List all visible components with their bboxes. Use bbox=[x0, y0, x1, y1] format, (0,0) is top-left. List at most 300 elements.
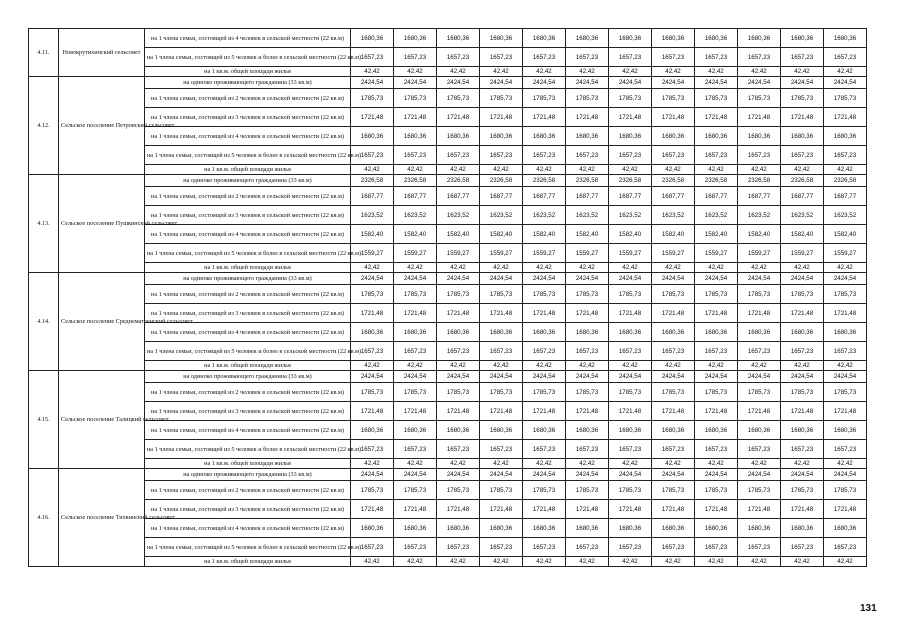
cost-value: 1785,73 bbox=[781, 481, 824, 500]
cost-value: 1785,73 bbox=[566, 285, 609, 304]
cost-value: 1657,23 bbox=[480, 146, 523, 165]
cost-value: 42,42 bbox=[566, 263, 609, 273]
cost-value: 2424,54 bbox=[824, 77, 867, 89]
cost-value: 1785,73 bbox=[394, 481, 437, 500]
cost-value: 1721,48 bbox=[351, 304, 394, 323]
cost-value: 1623,52 bbox=[394, 206, 437, 225]
norm-description: на 1 кв.м. общей площади жилья bbox=[145, 557, 351, 567]
cost-value: 1785,73 bbox=[566, 89, 609, 108]
table-row bbox=[29, 77, 867, 89]
cost-value: 1680,36 bbox=[695, 421, 738, 440]
section-index: 4.13. bbox=[29, 175, 59, 273]
norm-description: на 1 члена семьи, состоящей из 4 человек в сельской местности (22 кв.м) bbox=[145, 519, 351, 538]
cost-value: 42,42 bbox=[437, 459, 480, 469]
cost-value: 1680,36 bbox=[523, 323, 566, 342]
section-index: 4.16. bbox=[29, 469, 59, 567]
cost-value: 2326,58 bbox=[566, 175, 609, 187]
cost-value: 2424,54 bbox=[480, 469, 523, 481]
table-row bbox=[29, 323, 867, 342]
cost-value: 1785,73 bbox=[523, 89, 566, 108]
cost-value: 2424,54 bbox=[480, 371, 523, 383]
cost-value: 1680,36 bbox=[351, 323, 394, 342]
cost-value: 1657,23 bbox=[609, 48, 652, 67]
cost-value: 1680,36 bbox=[609, 323, 652, 342]
cost-value: 2424,54 bbox=[523, 77, 566, 89]
cost-value: 1721,48 bbox=[695, 402, 738, 421]
cost-value: 42,42 bbox=[523, 361, 566, 371]
cost-value: 2424,54 bbox=[437, 77, 480, 89]
table-row bbox=[29, 481, 867, 500]
cost-value: 1680,36 bbox=[437, 519, 480, 538]
cost-value: 1623,52 bbox=[437, 206, 480, 225]
cost-value: 1721,48 bbox=[566, 500, 609, 519]
cost-value: 1785,73 bbox=[351, 383, 394, 402]
cost-value: 2424,54 bbox=[523, 273, 566, 285]
cost-value: 1785,73 bbox=[566, 383, 609, 402]
cost-value: 2424,54 bbox=[781, 371, 824, 383]
cost-value: 1687,77 bbox=[781, 187, 824, 206]
cost-value: 2424,54 bbox=[351, 77, 394, 89]
table-row bbox=[29, 175, 867, 187]
cost-value: 42,42 bbox=[609, 67, 652, 77]
cost-value: 1687,77 bbox=[824, 187, 867, 206]
cost-value: 1785,73 bbox=[437, 481, 480, 500]
cost-value: 1559,27 bbox=[351, 244, 394, 263]
norm-description: на 1 кв.м. общей площади жилья bbox=[145, 361, 351, 371]
cost-value: 1721,48 bbox=[566, 304, 609, 323]
norm-description: на 1 члена семьи, состоящей из 5 человек и более в сельской местности (22 кв.м) bbox=[145, 538, 351, 557]
table-row bbox=[29, 361, 867, 371]
table-row bbox=[29, 557, 867, 567]
cost-value: 1680,36 bbox=[523, 519, 566, 538]
cost-value: 42,42 bbox=[566, 361, 609, 371]
cost-value: 42,42 bbox=[824, 361, 867, 371]
cost-value: 1721,48 bbox=[609, 402, 652, 421]
cost-value: 1785,73 bbox=[480, 285, 523, 304]
cost-value: 1657,23 bbox=[781, 146, 824, 165]
cost-value: 1559,27 bbox=[523, 244, 566, 263]
cost-value: 2424,54 bbox=[351, 273, 394, 285]
cost-value: 1680,36 bbox=[824, 323, 867, 342]
cost-value: 1559,27 bbox=[695, 244, 738, 263]
cost-value: 1559,27 bbox=[652, 244, 695, 263]
cost-value: 1680,36 bbox=[609, 127, 652, 146]
norm-description: на 1 члена семьи, состоящей из 3 человек в сельской местности (22 кв.м) bbox=[145, 206, 351, 225]
cost-value: 1680,36 bbox=[566, 127, 609, 146]
cost-value: 1721,48 bbox=[824, 108, 867, 127]
section-index: 4.15. bbox=[29, 371, 59, 469]
cost-value: 1657,23 bbox=[781, 48, 824, 67]
cost-value: 1721,48 bbox=[781, 108, 824, 127]
cost-value: 1657,23 bbox=[351, 342, 394, 361]
norm-description: на 1 члена семьи, состоящей из 5 человек и более в сельской местности (22 кв.м) bbox=[145, 146, 351, 165]
cost-value: 42,42 bbox=[351, 459, 394, 469]
cost-value: 1680,36 bbox=[394, 421, 437, 440]
cost-value: 2424,54 bbox=[824, 469, 867, 481]
cost-value: 1721,48 bbox=[652, 304, 695, 323]
norm-description: на 1 члена семьи, состоящей из 5 человек и более в сельской местности (22 кв.м) bbox=[145, 440, 351, 459]
cost-value: 42,42 bbox=[566, 67, 609, 77]
cost-value: 1721,48 bbox=[609, 304, 652, 323]
cost-value: 1680,36 bbox=[609, 421, 652, 440]
tariff-table bbox=[28, 28, 867, 567]
cost-value: 42,42 bbox=[824, 557, 867, 567]
cost-value: 1623,52 bbox=[652, 206, 695, 225]
cost-value: 1559,27 bbox=[566, 244, 609, 263]
cost-value: 1680,36 bbox=[523, 421, 566, 440]
cost-value: 1657,23 bbox=[566, 342, 609, 361]
cost-value: 1721,48 bbox=[523, 402, 566, 421]
cost-value: 1680,36 bbox=[437, 127, 480, 146]
settlement-name: Сельское поселение Пушкинский сельсовет bbox=[59, 175, 145, 273]
cost-value: 1559,27 bbox=[824, 244, 867, 263]
cost-value: 1657,23 bbox=[437, 146, 480, 165]
cost-value: 42,42 bbox=[437, 67, 480, 77]
section-index: 4.12. bbox=[29, 77, 59, 175]
cost-value: 2424,54 bbox=[523, 371, 566, 383]
table-body bbox=[29, 29, 867, 567]
cost-value: 1657,23 bbox=[437, 538, 480, 557]
cost-value: 2424,54 bbox=[738, 371, 781, 383]
cost-value: 42,42 bbox=[781, 67, 824, 77]
cost-value: 1785,73 bbox=[738, 89, 781, 108]
cost-value: 1680,36 bbox=[824, 127, 867, 146]
cost-value: 42,42 bbox=[480, 361, 523, 371]
cost-value: 1785,73 bbox=[394, 383, 437, 402]
cost-value: 1657,23 bbox=[824, 342, 867, 361]
cost-value: 42,42 bbox=[437, 165, 480, 175]
table-row bbox=[29, 263, 867, 273]
cost-value: 1785,73 bbox=[695, 285, 738, 304]
cost-value: 1687,77 bbox=[351, 187, 394, 206]
table-row bbox=[29, 273, 867, 285]
cost-value: 1623,52 bbox=[523, 206, 566, 225]
cost-value: 1721,48 bbox=[781, 402, 824, 421]
cost-value: 1657,23 bbox=[437, 48, 480, 67]
cost-value: 1721,48 bbox=[566, 402, 609, 421]
norm-description: на 1 члена семьи, состоящей из 4 человек в сельской местности (22 кв.м) bbox=[145, 127, 351, 146]
cost-value: 2424,54 bbox=[566, 469, 609, 481]
cost-value: 42,42 bbox=[609, 361, 652, 371]
cost-value: 1680,36 bbox=[437, 421, 480, 440]
cost-value: 1680,36 bbox=[480, 421, 523, 440]
cost-value: 2424,54 bbox=[437, 371, 480, 383]
cost-value: 2326,58 bbox=[437, 175, 480, 187]
cost-value: 42,42 bbox=[695, 67, 738, 77]
norm-description: на одиноко проживающего гражданина (33 кв.м) bbox=[145, 175, 351, 187]
cost-value: 1657,23 bbox=[566, 440, 609, 459]
cost-value: 1721,48 bbox=[523, 500, 566, 519]
table-row bbox=[29, 67, 867, 77]
cost-value: 1680,36 bbox=[652, 421, 695, 440]
cost-value: 1721,48 bbox=[652, 500, 695, 519]
cost-value: 1559,27 bbox=[738, 244, 781, 263]
cost-value: 1657,23 bbox=[351, 538, 394, 557]
cost-value: 1785,73 bbox=[480, 383, 523, 402]
cost-value: 1657,23 bbox=[738, 538, 781, 557]
section-index: 4.11. bbox=[29, 29, 59, 77]
cost-value: 1680,36 bbox=[738, 127, 781, 146]
norm-description: на 1 члена семьи, состоящей из 2 человек в сельской местности (22 кв.м) bbox=[145, 285, 351, 304]
cost-value: 1657,23 bbox=[824, 146, 867, 165]
cost-value: 1785,73 bbox=[351, 89, 394, 108]
cost-value: 1657,23 bbox=[566, 538, 609, 557]
cost-value: 2424,54 bbox=[523, 469, 566, 481]
table-row bbox=[29, 342, 867, 361]
cost-value: 1721,48 bbox=[781, 500, 824, 519]
cost-value: 42,42 bbox=[523, 557, 566, 567]
cost-value: 1623,52 bbox=[480, 206, 523, 225]
cost-value: 1657,23 bbox=[351, 146, 394, 165]
cost-value: 42,42 bbox=[652, 67, 695, 77]
table-row bbox=[29, 225, 867, 244]
cost-value: 1680,36 bbox=[351, 29, 394, 48]
cost-value: 1721,48 bbox=[437, 304, 480, 323]
cost-value: 1785,73 bbox=[566, 481, 609, 500]
cost-value: 1721,48 bbox=[738, 402, 781, 421]
settlement-name: Сельское поселение Талицкий сельсовет bbox=[59, 371, 145, 469]
cost-value: 1721,48 bbox=[781, 304, 824, 323]
cost-value: 1559,27 bbox=[781, 244, 824, 263]
cost-value: 1623,52 bbox=[738, 206, 781, 225]
cost-value: 42,42 bbox=[351, 165, 394, 175]
cost-value: 2424,54 bbox=[394, 469, 437, 481]
cost-value: 1680,36 bbox=[738, 519, 781, 538]
cost-value: 1657,23 bbox=[351, 440, 394, 459]
cost-value: 2326,58 bbox=[781, 175, 824, 187]
cost-value: 1582,40 bbox=[695, 225, 738, 244]
norm-description: на 1 члена семьи, состоящей из 2 человек в сельской местности (22 кв.м) bbox=[145, 89, 351, 108]
cost-value: 42,42 bbox=[523, 459, 566, 469]
cost-value: 1785,73 bbox=[781, 285, 824, 304]
cost-value: 1680,36 bbox=[738, 29, 781, 48]
table-row bbox=[29, 165, 867, 175]
cost-value: 1657,23 bbox=[480, 342, 523, 361]
cost-value: 1785,73 bbox=[824, 285, 867, 304]
cost-value: 1657,23 bbox=[652, 48, 695, 67]
cost-value: 42,42 bbox=[781, 361, 824, 371]
cost-value: 42,42 bbox=[695, 263, 738, 273]
cost-value: 42,42 bbox=[566, 557, 609, 567]
settlement-name: Сельское поселение Тихвинский сельсовет bbox=[59, 469, 145, 567]
cost-value: 1680,36 bbox=[566, 421, 609, 440]
cost-value: 1680,36 bbox=[351, 519, 394, 538]
cost-value: 1657,23 bbox=[652, 146, 695, 165]
cost-value: 1680,36 bbox=[394, 323, 437, 342]
cost-value: 42,42 bbox=[523, 165, 566, 175]
cost-value: 1721,48 bbox=[394, 108, 437, 127]
cost-value: 1623,52 bbox=[351, 206, 394, 225]
norm-description: на 1 члена семьи, состоящей из 2 человек в сельской местности (22 кв.м) bbox=[145, 481, 351, 500]
cost-value: 42,42 bbox=[652, 361, 695, 371]
cost-value: 1657,23 bbox=[695, 538, 738, 557]
cost-value: 1785,73 bbox=[609, 383, 652, 402]
cost-value: 42,42 bbox=[609, 459, 652, 469]
cost-value: 1657,23 bbox=[394, 440, 437, 459]
cost-value: 1785,73 bbox=[695, 481, 738, 500]
cost-value: 42,42 bbox=[609, 165, 652, 175]
cost-value: 1721,48 bbox=[480, 108, 523, 127]
cost-value: 1721,48 bbox=[437, 108, 480, 127]
cost-value: 1785,73 bbox=[351, 285, 394, 304]
cost-value: 1721,48 bbox=[480, 500, 523, 519]
cost-value: 1657,23 bbox=[609, 440, 652, 459]
cost-value: 2424,54 bbox=[824, 273, 867, 285]
cost-value: 1721,48 bbox=[351, 402, 394, 421]
cost-value: 2326,58 bbox=[609, 175, 652, 187]
cost-value: 42,42 bbox=[394, 165, 437, 175]
cost-value: 1680,36 bbox=[652, 323, 695, 342]
cost-value: 1657,23 bbox=[695, 342, 738, 361]
cost-value: 1785,73 bbox=[824, 481, 867, 500]
cost-value: 1721,48 bbox=[738, 108, 781, 127]
cost-value: 1657,23 bbox=[351, 48, 394, 67]
cost-value: 1657,23 bbox=[523, 440, 566, 459]
cost-value: 2326,58 bbox=[480, 175, 523, 187]
cost-value: 1559,27 bbox=[480, 244, 523, 263]
cost-value: 2424,54 bbox=[652, 469, 695, 481]
norm-description: на 1 члена семьи, состоящей из 4 человек в сельской местности (22 кв.м) bbox=[145, 29, 351, 48]
cost-value: 1680,36 bbox=[781, 519, 824, 538]
cost-value: 1623,52 bbox=[695, 206, 738, 225]
cost-value: 1680,36 bbox=[566, 323, 609, 342]
cost-value: 1657,23 bbox=[781, 440, 824, 459]
cost-value: 42,42 bbox=[394, 459, 437, 469]
cost-value: 1721,48 bbox=[351, 500, 394, 519]
cost-value: 2424,54 bbox=[695, 273, 738, 285]
cost-value: 1582,40 bbox=[437, 225, 480, 244]
cost-value: 1657,23 bbox=[695, 146, 738, 165]
cost-value: 1785,73 bbox=[437, 285, 480, 304]
cost-value: 42,42 bbox=[652, 557, 695, 567]
cost-value: 42,42 bbox=[781, 263, 824, 273]
cost-value: 42,42 bbox=[609, 263, 652, 273]
cost-value: 1680,36 bbox=[351, 421, 394, 440]
cost-value: 1785,73 bbox=[523, 383, 566, 402]
cost-value: 42,42 bbox=[695, 459, 738, 469]
cost-value: 1721,48 bbox=[394, 500, 437, 519]
table-row bbox=[29, 127, 867, 146]
cost-value: 1785,73 bbox=[652, 481, 695, 500]
cost-value: 1687,77 bbox=[695, 187, 738, 206]
cost-value: 1721,48 bbox=[695, 304, 738, 323]
cost-value: 1657,23 bbox=[523, 48, 566, 67]
cost-value: 1657,23 bbox=[652, 342, 695, 361]
cost-value: 1680,36 bbox=[652, 519, 695, 538]
cost-value: 1680,36 bbox=[781, 29, 824, 48]
cost-value: 2424,54 bbox=[781, 469, 824, 481]
cost-value: 1680,36 bbox=[566, 519, 609, 538]
cost-value: 1680,36 bbox=[609, 29, 652, 48]
cost-value: 1582,40 bbox=[351, 225, 394, 244]
norm-description: на 1 кв.м. общей площади жилья bbox=[145, 459, 351, 469]
cost-value: 1657,23 bbox=[523, 342, 566, 361]
table-row bbox=[29, 285, 867, 304]
cost-value: 1623,52 bbox=[824, 206, 867, 225]
cost-value: 2326,58 bbox=[738, 175, 781, 187]
cost-value: 1582,40 bbox=[738, 225, 781, 244]
table-row bbox=[29, 187, 867, 206]
cost-value: 42,42 bbox=[480, 67, 523, 77]
cost-value: 42,42 bbox=[652, 263, 695, 273]
cost-value: 42,42 bbox=[394, 557, 437, 567]
cost-value: 1687,77 bbox=[394, 187, 437, 206]
cost-value: 1559,27 bbox=[394, 244, 437, 263]
table-row bbox=[29, 538, 867, 557]
cost-value: 42,42 bbox=[738, 459, 781, 469]
cost-value: 1721,48 bbox=[437, 500, 480, 519]
norm-description: на одиноко проживающего гражданина (33 кв.м) bbox=[145, 371, 351, 383]
norm-description: на 1 члена семьи, состоящей из 3 человек в сельской местности (22 кв.м) bbox=[145, 108, 351, 127]
table-row bbox=[29, 421, 867, 440]
cost-value: 1680,36 bbox=[437, 29, 480, 48]
cost-value: 1680,36 bbox=[480, 127, 523, 146]
norm-description: на одиноко проживающего гражданина (33 кв.м) bbox=[145, 273, 351, 285]
cost-value: 2424,54 bbox=[652, 273, 695, 285]
cost-value: 42,42 bbox=[781, 557, 824, 567]
cost-value: 2424,54 bbox=[738, 469, 781, 481]
cost-value: 42,42 bbox=[652, 459, 695, 469]
cost-value: 42,42 bbox=[480, 459, 523, 469]
cost-value: 1721,48 bbox=[738, 500, 781, 519]
norm-description: на 1 члена семьи, состоящей из 2 человек в сельской местности (22 кв.м) bbox=[145, 187, 351, 206]
norm-description: на 1 кв.м. общей площади жилья bbox=[145, 67, 351, 77]
cost-value: 1687,77 bbox=[523, 187, 566, 206]
cost-value: 42,42 bbox=[738, 263, 781, 273]
table-row bbox=[29, 29, 867, 48]
cost-value: 2424,54 bbox=[351, 371, 394, 383]
cost-value: 1657,23 bbox=[566, 48, 609, 67]
norm-description: на 1 члена семьи, состоящей из 4 человек в сельской местности (22 кв.м) bbox=[145, 225, 351, 244]
cost-value: 1721,48 bbox=[351, 108, 394, 127]
cost-value: 1721,48 bbox=[437, 402, 480, 421]
cost-value: 1657,23 bbox=[437, 440, 480, 459]
norm-description: на 1 члена семьи, состоящей из 4 человек в сельской местности (22 кв.м) bbox=[145, 421, 351, 440]
cost-value: 1785,73 bbox=[652, 383, 695, 402]
cost-value: 1657,23 bbox=[480, 48, 523, 67]
cost-value: 1785,73 bbox=[824, 383, 867, 402]
cost-value: 42,42 bbox=[738, 557, 781, 567]
cost-value: 1657,23 bbox=[394, 538, 437, 557]
cost-value: 2424,54 bbox=[566, 77, 609, 89]
cost-value: 42,42 bbox=[781, 459, 824, 469]
cost-value: 1687,77 bbox=[480, 187, 523, 206]
cost-value: 1680,36 bbox=[609, 519, 652, 538]
norm-description: на 1 члена семьи, состоящей из 2 человек в сельской местности (22 кв.м) bbox=[145, 383, 351, 402]
cost-value: 2424,54 bbox=[609, 273, 652, 285]
cost-value: 1687,77 bbox=[437, 187, 480, 206]
cost-value: 1785,73 bbox=[738, 383, 781, 402]
cost-value: 1680,36 bbox=[652, 127, 695, 146]
norm-description: на 1 члена семьи, состоящей из 3 человек в сельской местности (22 кв.м) bbox=[145, 402, 351, 421]
cost-value: 1721,48 bbox=[394, 304, 437, 323]
cost-value: 42,42 bbox=[437, 361, 480, 371]
cost-value: 1680,36 bbox=[394, 29, 437, 48]
cost-value: 2424,54 bbox=[695, 469, 738, 481]
cost-value: 1721,48 bbox=[824, 304, 867, 323]
cost-value: 42,42 bbox=[824, 165, 867, 175]
cost-value: 42,42 bbox=[652, 165, 695, 175]
cost-value: 42,42 bbox=[394, 67, 437, 77]
cost-value: 1657,23 bbox=[695, 48, 738, 67]
cost-value: 1680,36 bbox=[781, 323, 824, 342]
cost-value: 1680,36 bbox=[738, 421, 781, 440]
cost-value: 42,42 bbox=[738, 67, 781, 77]
cost-value: 1582,40 bbox=[824, 225, 867, 244]
cost-value: 1785,73 bbox=[480, 481, 523, 500]
cost-value: 1582,40 bbox=[609, 225, 652, 244]
cost-value: 42,42 bbox=[738, 165, 781, 175]
